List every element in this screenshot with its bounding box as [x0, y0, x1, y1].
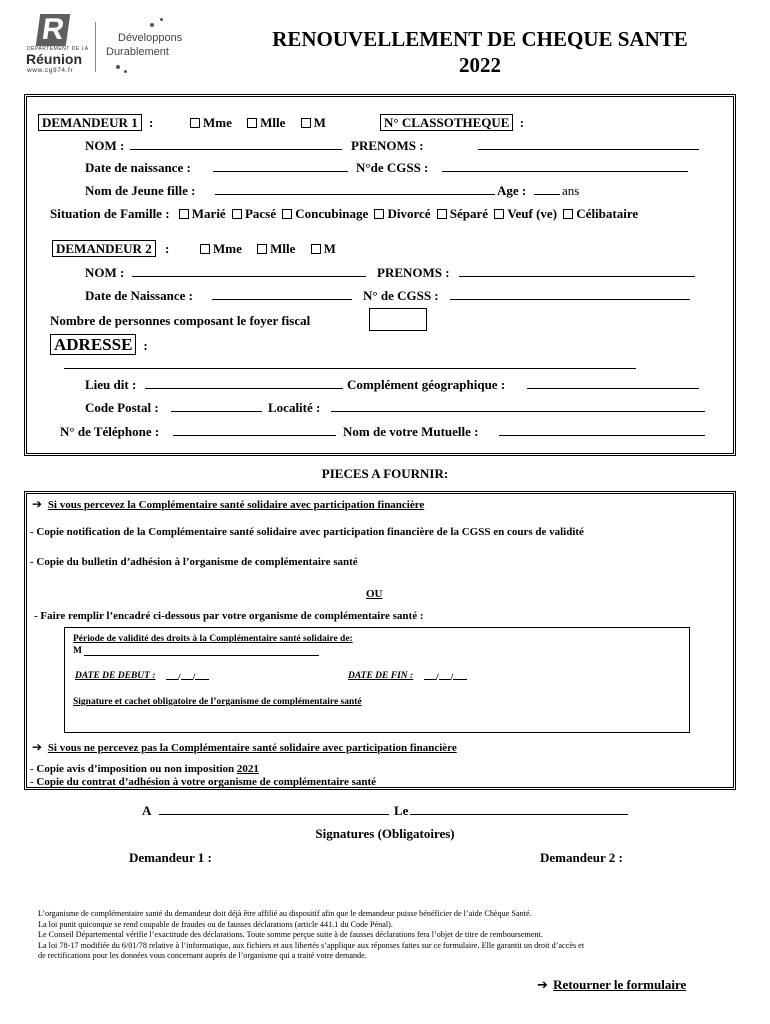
- logo-department-name: Réunion: [26, 51, 82, 67]
- adresse-header: [50, 335, 148, 355]
- situation-checkbox[interactable]: [374, 209, 384, 219]
- logo-dot: [160, 18, 163, 21]
- footer-notes: [38, 909, 584, 962]
- arrow-right-icon: ➔: [32, 497, 43, 511]
- d2-cgss-label: N° de CGSS :: [363, 288, 439, 303]
- inner-date-debut-field[interactable]: / /: [166, 670, 209, 684]
- pieces-item4-text: - Copie avis d’imposition ou non imposition: [30, 763, 235, 775]
- mutuelle-field[interactable]: [499, 424, 705, 436]
- section2-title: Si vous ne percevez pas la Complémentaire santé solidaire avec participation financière: [47, 742, 457, 754]
- arrow-right-icon: ➔: [32, 740, 43, 754]
- code-postal-label: Code Postal :: [85, 400, 159, 415]
- civility-checkbox[interactable]: [247, 118, 257, 128]
- foyer-count-field[interactable]: [369, 308, 427, 331]
- d2-nom-label: NOM :: [85, 265, 125, 280]
- pieces-title: PIECES A FOURNIR:: [321, 466, 449, 481]
- section2-header: [32, 740, 457, 755]
- sig-demandeur2: Demandeur 2 :: [540, 850, 623, 865]
- situation-checkbox[interactable]: [232, 209, 242, 219]
- pieces-item1: - Copie notification de la Complémentaire santé solidaire avec participation financière de la CGSS en cours de validité: [30, 526, 584, 538]
- demandeur2-label: DEMANDEUR 2: [52, 240, 156, 257]
- adresse-line-field[interactable]: [64, 357, 636, 369]
- situation-row: [50, 206, 638, 222]
- d2-nom-field[interactable]: [132, 265, 366, 277]
- footer-line: La loi punit quiconque se rend coupable de fraudes ou de fausses déclarations (article 441.1 du Code Pénal).: [38, 919, 393, 929]
- demandeur1-header: [38, 115, 153, 131]
- complement-field[interactable]: [527, 377, 699, 389]
- civility-checkbox[interactable]: [200, 244, 210, 254]
- localite-label: Localité :: [268, 400, 321, 415]
- demandeur1-civility: [190, 115, 326, 131]
- date-part[interactable]: [181, 670, 193, 680]
- sig-demandeur1: Demandeur 1 :: [129, 850, 212, 865]
- title-line1: RENOUVELLEMENT DE CHEQUE SANTE: [272, 27, 688, 51]
- demandeur2-colon: :: [164, 241, 170, 256]
- d1-naissance-label: Date de naissance :: [85, 160, 191, 175]
- d2-civility-mme: Mme: [213, 241, 242, 256]
- civility-mlle: Mlle: [260, 115, 286, 130]
- logo-slogan-line2: Durablement: [106, 46, 169, 58]
- d1-age-field[interactable]: [534, 183, 560, 195]
- situation-veuf: Veuf (ve): [507, 206, 558, 221]
- reunion-r-logo-icon: R: [36, 14, 70, 46]
- complement-label: Complément géographique :: [347, 377, 506, 392]
- d2-naissance-field[interactable]: [212, 288, 352, 300]
- logo-dot: [124, 70, 127, 73]
- d1-nom-field[interactable]: [130, 138, 342, 150]
- sig-le-label: Le: [394, 803, 409, 818]
- return-form-label: Retourner le formulaire: [553, 977, 687, 992]
- section1-title: Si vous percevez la Complémentaire santé solidaire avec participation financière: [47, 499, 425, 511]
- inner-signature: Signature et cachet obligatoire de l’organisme de complémentaire santé: [73, 697, 362, 707]
- footer-line: de rectifications pour les données vous concernant auprès de l’organisme qui a traité votre demande.: [38, 951, 367, 960]
- d1-prenoms-field[interactable]: [478, 138, 699, 150]
- civility-checkbox[interactable]: [301, 118, 311, 128]
- code-postal-field[interactable]: [171, 400, 262, 412]
- logo-dot: [116, 65, 120, 69]
- situation-celibataire: Célibataire: [576, 206, 639, 221]
- d2-naissance-label: Date de Naissance :: [85, 288, 193, 303]
- adresse-label: ADRESSE: [50, 334, 136, 355]
- demandeur2-header: [52, 241, 169, 257]
- logo-separator: [95, 22, 96, 72]
- situation-divorce: Divorcé: [387, 206, 431, 221]
- inner-m: M: [73, 646, 82, 656]
- inner-date-fin-label: DATE DE FIN :: [348, 671, 414, 681]
- d2-cgss-field[interactable]: [450, 288, 690, 300]
- date-part[interactable]: [424, 670, 436, 680]
- demandeur2-civility: [200, 241, 336, 257]
- date-part[interactable]: [453, 670, 467, 680]
- demandeur1-label: DEMANDEUR 1: [38, 114, 142, 131]
- inner-date-debut-label: DATE DE DEBUT :: [75, 671, 156, 681]
- logo-url: www.cg974.fr: [27, 67, 74, 74]
- civility-checkbox[interactable]: [257, 244, 267, 254]
- foyer-label: Nombre de personnes composant le foyer fiscal: [50, 313, 311, 328]
- date-part[interactable]: [439, 670, 451, 680]
- d2-civility-m: M: [323, 241, 336, 256]
- classotheque-label: N° CLASSOTHEQUE: [380, 114, 513, 131]
- inner-periode: Période de validité des droits à la Complémentaire santé solidaire de:: [73, 634, 353, 644]
- lieu-dit-label: Lieu dit :: [85, 377, 137, 392]
- situation-checkbox[interactable]: [437, 209, 447, 219]
- d2-prenoms-label: PRENOMS :: [377, 265, 450, 280]
- return-form-link[interactable]: [537, 977, 686, 994]
- classotheque-row: [380, 115, 524, 131]
- situation-checkbox[interactable]: [494, 209, 504, 219]
- localite-field[interactable]: [331, 400, 705, 412]
- pieces-item5: - Copie du contrat d’adhésion à votre organisme de complémentaire santé: [30, 776, 377, 788]
- situation-label: Situation de Famille :: [50, 206, 170, 221]
- demandeur1-colon: :: [148, 115, 154, 130]
- civility-m: M: [313, 115, 326, 130]
- civility-checkbox[interactable]: [311, 244, 321, 254]
- logo-department-small: DÉPARTEMENT DE LA: [27, 46, 89, 52]
- telephone-label: N° de Téléphone :: [60, 424, 160, 439]
- situation-checkbox[interactable]: [282, 209, 292, 219]
- d1-naissance-field[interactable]: [213, 160, 348, 172]
- section1-header: [32, 497, 424, 512]
- footer-line: L’organisme de complémentaire santé du demandeur doit déjà être affilié au dispositif afin que le demandeur puisse bénéficier de l’aide Chèque Santé.: [38, 909, 532, 918]
- footer-line: Le Conseil Départemental vérifie l’exactitude des déclarations. Toute somme perçue suite à de fausses déclarations fera l’objet de titre de remboursement.: [38, 930, 543, 939]
- logo-slogan: [106, 31, 182, 59]
- d2-prenoms-field[interactable]: [459, 265, 695, 277]
- situation-pacse: Pacsé: [244, 206, 276, 221]
- civility-checkbox[interactable]: [190, 118, 200, 128]
- pieces-ou: OU: [366, 588, 383, 600]
- date-part[interactable]: [166, 670, 178, 680]
- telephone-field[interactable]: [173, 424, 336, 436]
- lieu-dit-field[interactable]: [145, 377, 343, 389]
- pieces-item3: - Faire remplir l’encadré ci-dessous par votre organisme de complémentaire santé :: [34, 610, 424, 622]
- pieces-item4: [30, 762, 259, 776]
- situation-marie: Marié: [191, 206, 226, 221]
- sig-a-field[interactable]: [159, 803, 389, 815]
- logo-slogan-line1: Développons: [118, 32, 183, 44]
- classotheque-colon: :: [519, 115, 525, 130]
- situation-checkbox[interactable]: [179, 209, 189, 219]
- logo-dot: [150, 23, 154, 27]
- d1-nom-label: NOM :: [85, 138, 125, 153]
- adresse-colon: :: [143, 338, 148, 353]
- d2-civility-mlle: Mlle: [270, 241, 296, 256]
- inner-date-fin-field[interactable]: / /: [424, 670, 467, 684]
- sig-a-label: A: [142, 803, 152, 818]
- mutuelle-label: Nom de votre Mutuelle :: [343, 424, 479, 439]
- situation-concubinage: Concubinage: [295, 206, 369, 221]
- date-part[interactable]: [195, 670, 209, 680]
- pieces-item2: - Copie du bulletin d’adhésion à l’organisme de complémentaire santé: [30, 556, 358, 568]
- title-line2: 2022: [459, 53, 501, 77]
- sig-le-field[interactable]: [410, 803, 628, 815]
- d1-jeune-fille-field[interactable]: [215, 183, 495, 195]
- d1-cgss-field[interactable]: [442, 160, 688, 172]
- inner-m-field[interactable]: [84, 645, 319, 656]
- footer-line: La loi 78-17 modifiée du 6/01/78 relative à l’informatique, aux fichiers et aux libertés s’applique aux réponses faites sur ce formulaire. Elle garantit un droit d’accès et: [38, 940, 585, 950]
- d1-age-unit: ans: [562, 183, 580, 198]
- arrow-right-icon: ➔: [537, 978, 548, 993]
- situation-separe: Séparé: [449, 206, 489, 221]
- page-title: [220, 26, 740, 78]
- d1-cgss-label: N°de CGSS :: [356, 160, 429, 175]
- situation-checkbox[interactable]: [563, 209, 573, 219]
- pieces-item4-year: 2021: [236, 763, 259, 775]
- d1-jeune-fille-label: Nom de Jeune fille :: [85, 183, 196, 198]
- d1-prenoms-label: PRENOMS :: [351, 138, 424, 153]
- signatures-title: Signatures (Obligatoires): [315, 826, 455, 841]
- d1-age-label: Age :: [497, 183, 527, 198]
- civility-mme: Mme: [203, 115, 232, 130]
